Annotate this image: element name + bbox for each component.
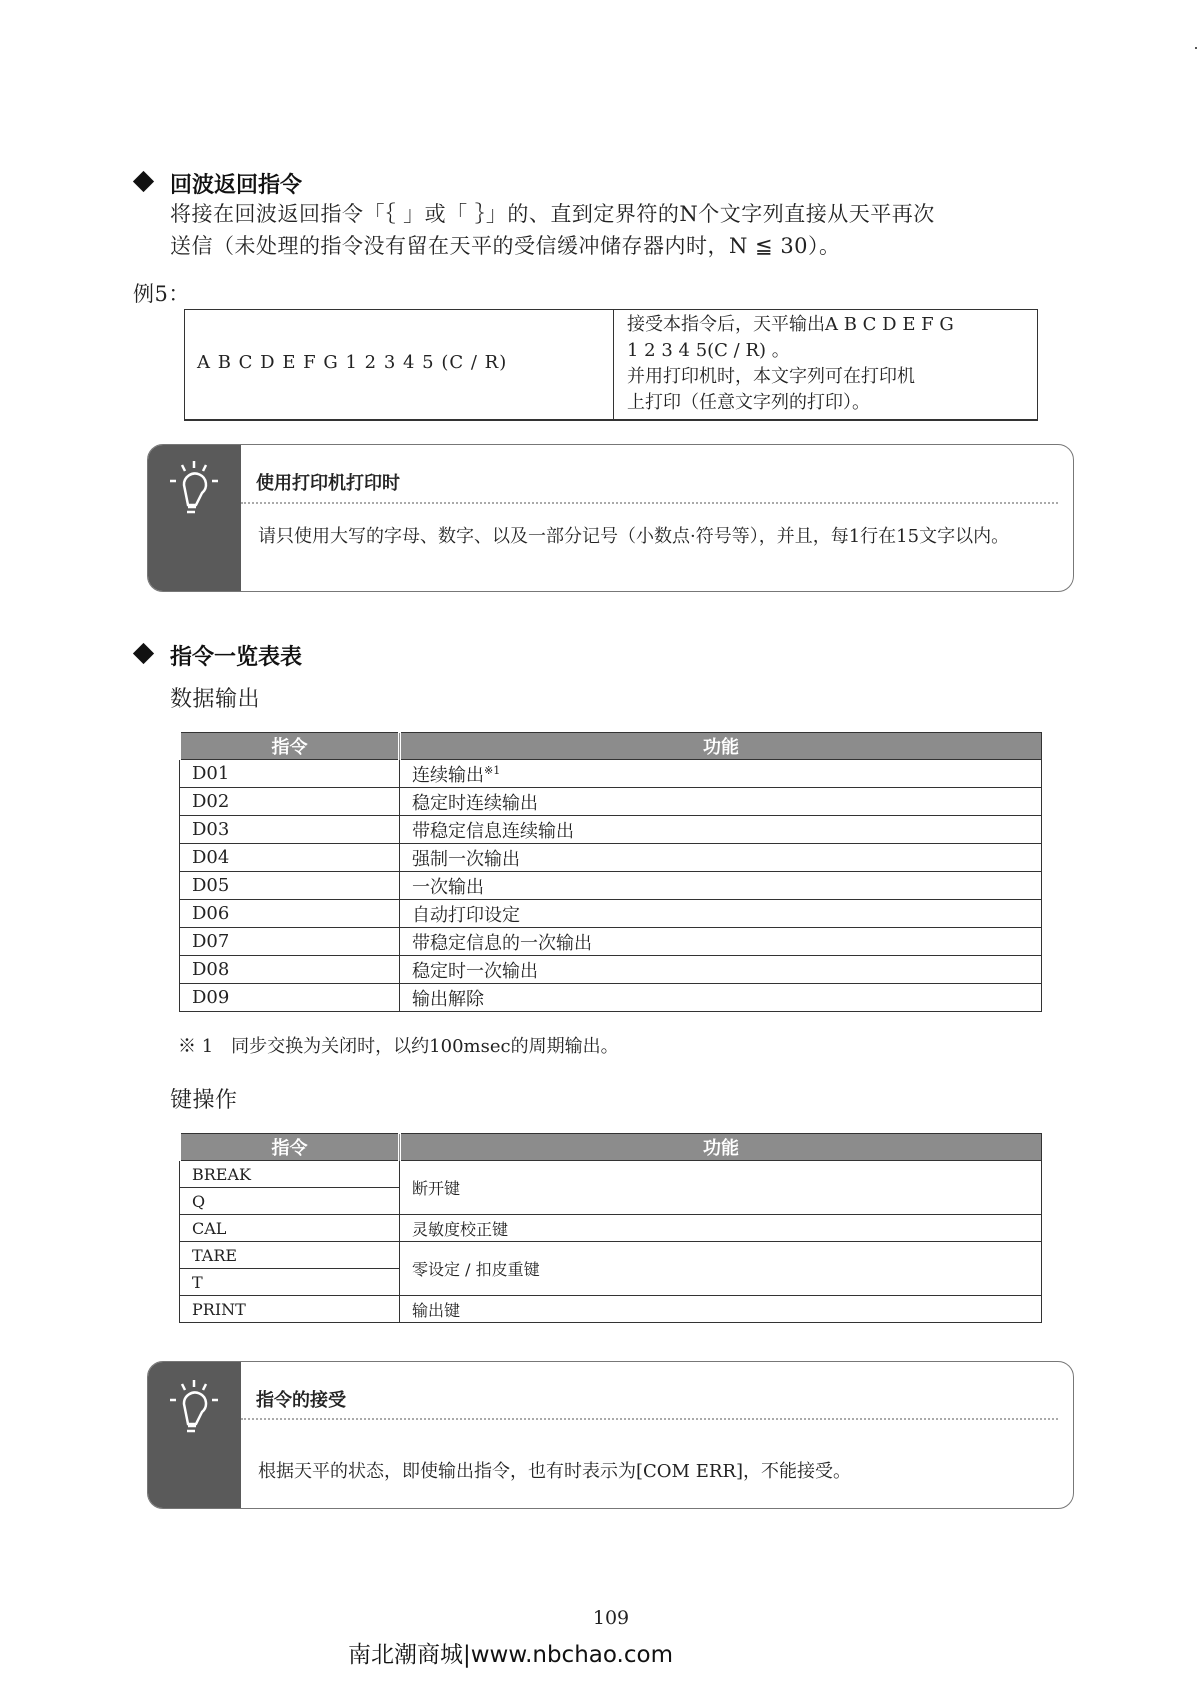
example-command: A B C D E F G 1 2 3 4 5 (C / R)	[197, 352, 508, 373]
header-command: 指令	[180, 1134, 400, 1161]
table-row	[180, 1215, 1042, 1242]
cell-function: 稳定时连续输出	[400, 788, 1042, 816]
cell-command: D03	[180, 816, 400, 844]
footnote-ref: ※1	[484, 763, 501, 777]
table-row	[180, 788, 1042, 816]
subtitle-data-output: 数据输出	[170, 687, 261, 712]
cell-function	[400, 760, 1042, 788]
cell-function: 零设定 / 扣皮重键	[400, 1242, 1042, 1296]
tip-title: 使用打印机打印时	[256, 473, 400, 494]
lightbulb-icon	[164, 459, 224, 519]
desc-line: 1 2 3 4 5(C / R) 。	[627, 340, 790, 361]
cell-function: 带稳定信息连续输出	[400, 816, 1042, 844]
table-row	[180, 816, 1042, 844]
section-title-commands: 指令一览表表	[170, 645, 303, 670]
cell-command: D05	[180, 872, 400, 900]
watermark: 南北潮商城|www.nbchao.com	[348, 1642, 673, 1668]
table-row	[180, 1242, 1042, 1269]
cell-function: 灵敏度校正键	[400, 1215, 1042, 1242]
key-operations-table	[178, 1133, 1042, 1323]
lightbulb-icon	[164, 1378, 224, 1438]
desc-line: 上打印（任意文字列的打印）。	[627, 392, 870, 413]
tip-box-command-acceptance	[147, 1361, 1074, 1509]
table-row	[180, 900, 1042, 928]
cell-command: D09	[180, 984, 400, 1012]
cell-command: D02	[180, 788, 400, 816]
body-line: 送信（未处理的指令没有留在天平的受信缓冲储存器内时，N ≦ 30）。	[170, 234, 841, 258]
cell-command: D06	[180, 900, 400, 928]
desc-line: 并用打印机时，本文字列可在打印机	[627, 366, 915, 387]
table-row	[180, 844, 1042, 872]
stray-dot	[1195, 47, 1197, 49]
tip-box-printer	[147, 444, 1074, 592]
desc-line: 接受本指令后，天平输出A B C D E F G	[627, 314, 954, 335]
header-function: 功能	[400, 733, 1042, 760]
tip-text: 根据天平的状态，即使输出指令，也有时表示为[COM ERR]，不能接受。	[258, 1461, 851, 1482]
footnote: ※ 1 同步交换为关闭时，以约100msec的周期输出。	[178, 1036, 619, 1057]
cell-function: 带稳定信息的一次输出	[400, 928, 1042, 956]
tip-sidebar	[148, 1362, 241, 1508]
cell-command: Q	[180, 1188, 400, 1215]
table-row	[180, 1161, 1042, 1188]
page-number: 109	[592, 1607, 630, 1629]
cell-command: D04	[180, 844, 400, 872]
table-row	[180, 956, 1042, 984]
cell-command: D08	[180, 956, 400, 984]
tip-sidebar	[148, 445, 241, 591]
cell-command: T	[180, 1269, 400, 1296]
cell-function: 输出键	[400, 1296, 1042, 1323]
cell-function: 自动打印设定	[400, 900, 1042, 928]
data-output-table	[178, 732, 1042, 1012]
example-table	[184, 309, 1038, 421]
table-row	[180, 872, 1042, 900]
cell-command: BREAK	[180, 1161, 400, 1188]
diamond-bullet-icon	[133, 643, 154, 664]
cell-function: 强制一次输出	[400, 844, 1042, 872]
cell-function: 一次输出	[400, 872, 1042, 900]
subtitle-key-operations: 键操作	[170, 1088, 238, 1113]
tip-text: 请只使用大写的字母、数字、以及一部分记号（小数点·符号等），并且，每1行在15文字以内。	[258, 526, 1010, 547]
cell-function: 稳定时一次输出	[400, 956, 1042, 984]
cell-function: 输出解除	[400, 984, 1042, 1012]
cell-command: CAL	[180, 1215, 400, 1242]
example-description	[627, 312, 954, 416]
header-command: 指令	[180, 733, 400, 760]
body-line: 将接在回波返回指令「｛ 」或「 ｝」的、直到定界符的N个文字列直接从天平再次	[170, 202, 935, 226]
function-text: 连续输出	[412, 764, 484, 786]
cell-command: D01	[180, 760, 400, 788]
table-row	[180, 760, 1042, 788]
diamond-bullet-icon	[133, 171, 154, 192]
section-title-echo: 回波返回指令	[170, 173, 303, 198]
divider	[241, 502, 1058, 504]
table-row	[180, 1296, 1042, 1323]
cell-command: D07	[180, 928, 400, 956]
cell-command: PRINT	[180, 1296, 400, 1323]
divider	[241, 1418, 1058, 1420]
tip-title: 指令的接受	[256, 1390, 346, 1411]
section-body	[170, 198, 935, 262]
header-function: 功能	[400, 1134, 1042, 1161]
cell-function: 断开键	[400, 1161, 1042, 1215]
table-row	[180, 984, 1042, 1012]
table-row	[180, 928, 1042, 956]
example-label: 例5：	[133, 282, 190, 306]
cell-command: TARE	[180, 1242, 400, 1269]
